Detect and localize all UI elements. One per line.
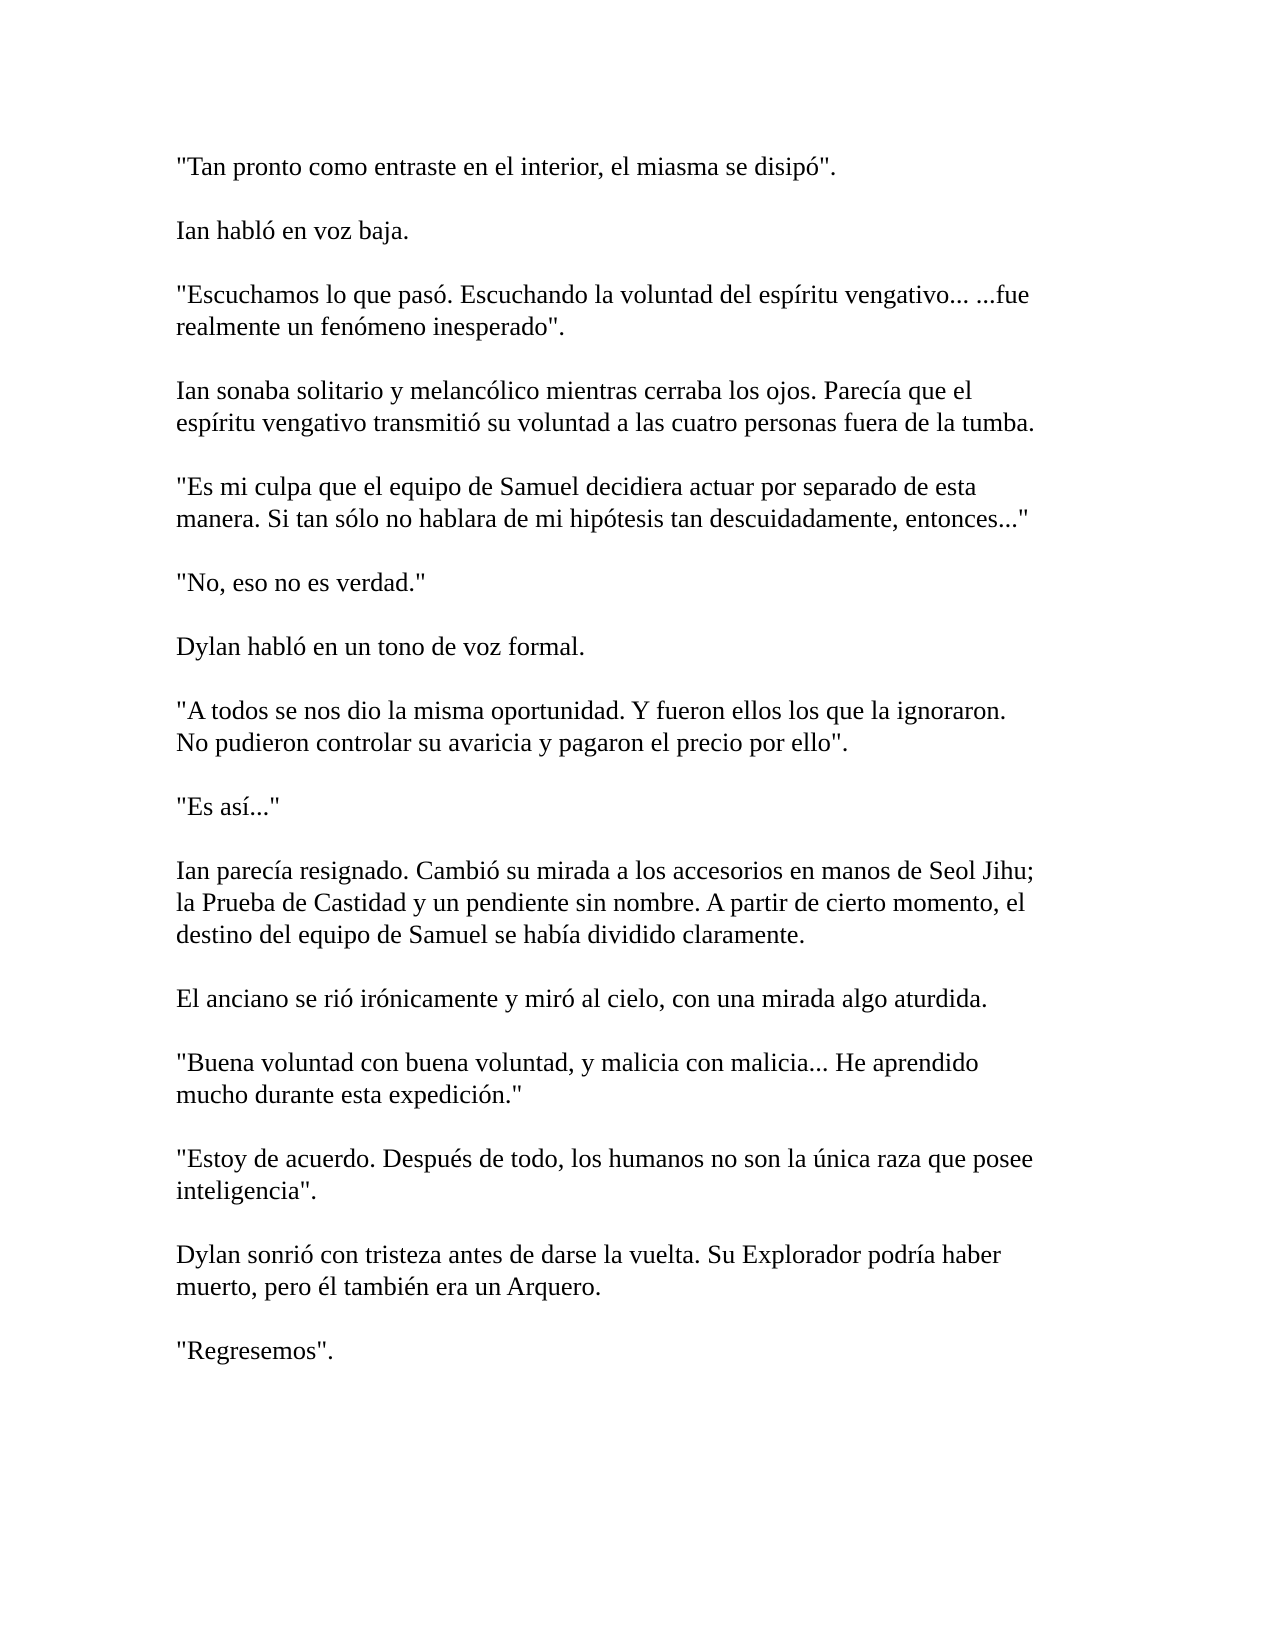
paragraph-9 <box>176 790 1106 822</box>
paragraph-13 <box>176 1142 1106 1206</box>
paragraph-5 <box>176 470 1106 534</box>
paragraph-15 <box>176 1334 1106 1366</box>
text-line: No pudieron controlar su avaricia y pagaron el precio por ello". <box>176 727 849 757</box>
paragraph-7 <box>176 630 1106 662</box>
text-line: "Regresemos". <box>176 1335 334 1365</box>
text-line: "Es mi culpa que el equipo de Samuel decidiera actuar por separado de esta <box>176 471 977 501</box>
text-line: "Escuchamos lo que pasó. Escuchando la voluntad del espíritu vengativo... ...fue <box>176 279 1030 309</box>
text-line: "Tan pronto como entraste en el interior, el miasma se disipó". <box>176 151 837 181</box>
text-line: espíritu vengativo transmitió su voluntad a las cuatro personas fuera de la tumba. <box>176 407 1035 437</box>
paragraph-2 <box>176 214 1106 246</box>
text-line: Ian sonaba solitario y melancólico mientras cerraba los ojos. Parecía que el <box>176 375 973 405</box>
text-line: inteligencia". <box>176 1175 318 1205</box>
text-line: "A todos se nos dio la misma oportunidad. Y fueron ellos los que la ignoraron. <box>176 695 1007 725</box>
paragraph-10 <box>176 854 1106 950</box>
text-line: realmente un fenómeno inesperado". <box>176 311 566 341</box>
text-line: "Estoy de acuerdo. Después de todo, los humanos no son la única raza que posee <box>176 1143 1034 1173</box>
paragraph-1 <box>176 150 1106 182</box>
text-line: destino del equipo de Samuel se había dividido claramente. <box>176 919 806 949</box>
text-line: "Buena voluntad con buena voluntad, y malicia con malicia... He aprendido <box>176 1047 979 1077</box>
text-line: "Es así..." <box>176 791 281 821</box>
text-line: Dylan sonrió con tristeza antes de darse la vuelta. Su Explorador podría haber <box>176 1239 1001 1269</box>
text-line: "No, eso no es verdad." <box>176 567 426 597</box>
paragraph-8 <box>176 694 1106 758</box>
text-line: Ian habló en voz baja. <box>176 215 410 245</box>
text-line: manera. Si tan sólo no hablara de mi hipótesis tan descuidadamente, entonces..." <box>176 503 1029 533</box>
paragraph-4 <box>176 374 1106 438</box>
paragraph-12 <box>176 1046 1106 1110</box>
text-line: mucho durante esta expedición." <box>176 1079 523 1109</box>
paragraph-11 <box>176 982 1106 1014</box>
text-line: Dylan habló en un tono de voz formal. <box>176 631 586 661</box>
text-line: Ian parecía resignado. Cambió su mirada a los accesorios en manos de Seol Jihu; <box>176 855 1035 885</box>
paragraph-14 <box>176 1238 1106 1302</box>
paragraph-3 <box>176 278 1106 342</box>
text-line: El anciano se rió irónicamente y miró al cielo, con una mirada algo aturdida. <box>176 983 988 1013</box>
document-body <box>176 150 1106 1398</box>
text-line: la Prueba de Castidad y un pendiente sin nombre. A partir de cierto momento, el <box>176 887 1026 917</box>
paragraph-6 <box>176 566 1106 598</box>
text-line: muerto, pero él también era un Arquero. <box>176 1271 602 1301</box>
